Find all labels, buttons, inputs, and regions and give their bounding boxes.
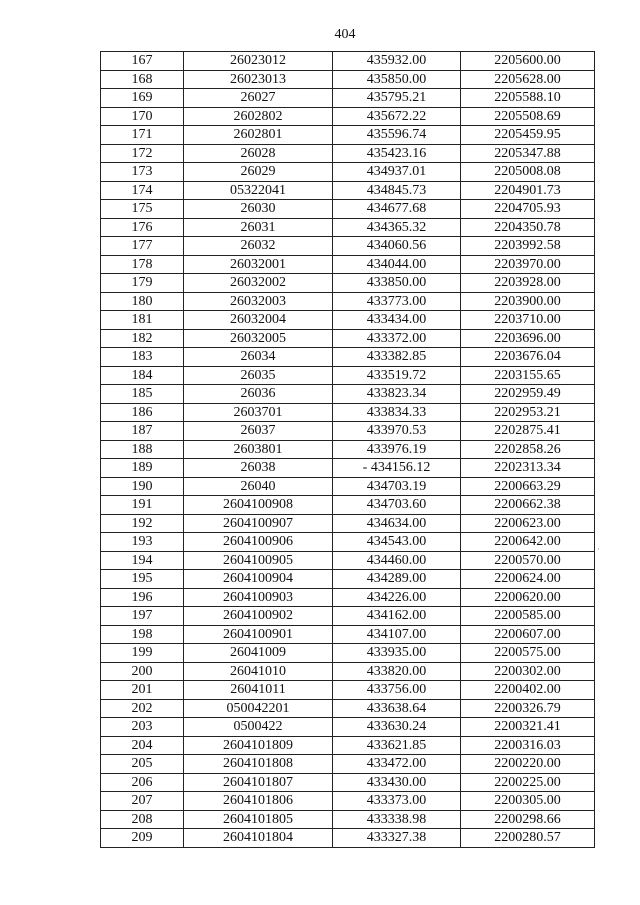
point-number-cell: 178	[101, 255, 184, 274]
point-number-cell: 205	[101, 755, 184, 774]
coordinates-table	[100, 51, 595, 848]
point-id-cell: 2604100904	[184, 570, 333, 589]
table-row	[101, 755, 595, 774]
table-row	[101, 237, 595, 256]
point-number-cell: 197	[101, 607, 184, 626]
point-id-cell: 2604100906	[184, 533, 333, 552]
y-coordinate-cell: 2205600.00	[461, 52, 595, 71]
table-row	[101, 718, 595, 737]
y-coordinate-cell: 2200316.03	[461, 736, 595, 755]
point-number-cell: 202	[101, 699, 184, 718]
table-row	[101, 89, 595, 108]
y-coordinate-cell: 2202959.49	[461, 385, 595, 404]
y-coordinate-cell: 2203155.65	[461, 366, 595, 385]
x-coordinate-cell: 435932.00	[333, 52, 461, 71]
table-row	[101, 107, 595, 126]
y-coordinate-cell: 2203992.58	[461, 237, 595, 256]
point-id-cell: 26023013	[184, 70, 333, 89]
table-row	[101, 459, 595, 478]
y-coordinate-cell: 2200620.00	[461, 588, 595, 607]
table-row	[101, 218, 595, 237]
point-id-cell: 26027	[184, 89, 333, 108]
point-id-cell: 2604100907	[184, 514, 333, 533]
y-coordinate-cell: 2200570.00	[461, 551, 595, 570]
x-coordinate-cell: 434845.73	[333, 181, 461, 200]
x-coordinate-cell: 434365.32	[333, 218, 461, 237]
table-row	[101, 440, 595, 459]
point-number-cell: 194	[101, 551, 184, 570]
x-coordinate-cell: 433970.53	[333, 422, 461, 441]
y-coordinate-cell: 2202875.41	[461, 422, 595, 441]
y-coordinate-cell: 2204350.78	[461, 218, 595, 237]
y-coordinate-cell: 2203928.00	[461, 274, 595, 293]
point-id-cell: 2604100901	[184, 625, 333, 644]
page-number: 404	[334, 27, 356, 42]
y-coordinate-cell: 2200607.00	[461, 625, 595, 644]
x-coordinate-cell: 433756.00	[333, 681, 461, 700]
y-coordinate-cell: 2203900.00	[461, 292, 595, 311]
x-coordinate-cell: 433430.00	[333, 773, 461, 792]
coordinates-table-body	[101, 52, 595, 848]
x-coordinate-cell: 435850.00	[333, 70, 461, 89]
point-id-cell: 26034	[184, 348, 333, 367]
table-row	[101, 625, 595, 644]
x-coordinate-cell: - 434156.12	[333, 459, 461, 478]
x-coordinate-cell: 434044.00	[333, 255, 461, 274]
point-number-cell: 185	[101, 385, 184, 404]
point-id-cell: 2603701	[184, 403, 333, 422]
x-coordinate-cell: 433327.38	[333, 829, 461, 848]
table-row	[101, 699, 595, 718]
table-row	[101, 736, 595, 755]
y-coordinate-cell: 2200305.00	[461, 792, 595, 811]
point-id-cell: 2604101807	[184, 773, 333, 792]
table-row	[101, 329, 595, 348]
x-coordinate-cell: 435423.16	[333, 144, 461, 163]
y-coordinate-cell: 2200624.00	[461, 570, 595, 589]
point-id-cell: 2602802	[184, 107, 333, 126]
point-id-cell: 26029	[184, 163, 333, 182]
x-coordinate-cell: 434634.00	[333, 514, 461, 533]
point-number-cell: 188	[101, 440, 184, 459]
x-coordinate-cell: 433834.33	[333, 403, 461, 422]
point-id-cell: 26041011	[184, 681, 333, 700]
point-number-cell: 191	[101, 496, 184, 515]
y-coordinate-cell: 2202313.34	[461, 459, 595, 478]
x-coordinate-cell: 433630.24	[333, 718, 461, 737]
point-number-cell: 195	[101, 570, 184, 589]
x-coordinate-cell: 434937.01	[333, 163, 461, 182]
y-coordinate-cell: 2203970.00	[461, 255, 595, 274]
point-id-cell: 2603801	[184, 440, 333, 459]
point-number-cell: 190	[101, 477, 184, 496]
point-id-cell: 2604101808	[184, 755, 333, 774]
point-number-cell: 168	[101, 70, 184, 89]
point-id-cell: 2604100902	[184, 607, 333, 626]
y-coordinate-cell: 2202858.26	[461, 440, 595, 459]
table-row	[101, 403, 595, 422]
table-row	[101, 829, 595, 848]
point-number-cell: 200	[101, 662, 184, 681]
x-coordinate-cell: 434677.68	[333, 200, 461, 219]
x-coordinate-cell: 433472.00	[333, 755, 461, 774]
table-row	[101, 588, 595, 607]
point-number-cell: 169	[101, 89, 184, 108]
point-number-cell: 176	[101, 218, 184, 237]
table-row	[101, 144, 595, 163]
x-coordinate-cell: 433434.00	[333, 311, 461, 330]
point-id-cell: 26037	[184, 422, 333, 441]
x-coordinate-cell: 433850.00	[333, 274, 461, 293]
y-coordinate-cell: 2205508.69	[461, 107, 595, 126]
table-row	[101, 792, 595, 811]
point-id-cell: 2604101805	[184, 810, 333, 829]
table-row	[101, 570, 595, 589]
x-coordinate-cell: 433621.85	[333, 736, 461, 755]
point-number-cell: 204	[101, 736, 184, 755]
point-id-cell: 26040	[184, 477, 333, 496]
table-row	[101, 533, 595, 552]
y-coordinate-cell: 2204705.93	[461, 200, 595, 219]
x-coordinate-cell: 434703.60	[333, 496, 461, 515]
scan-speck: ·	[597, 545, 600, 554]
x-coordinate-cell: 433638.64	[333, 699, 461, 718]
x-coordinate-cell: 435596.74	[333, 126, 461, 145]
point-number-cell: 171	[101, 126, 184, 145]
table-row	[101, 255, 595, 274]
table-row	[101, 385, 595, 404]
table-row	[101, 810, 595, 829]
x-coordinate-cell: 434226.00	[333, 588, 461, 607]
x-coordinate-cell: 434460.00	[333, 551, 461, 570]
table-row	[101, 200, 595, 219]
y-coordinate-cell: 2200302.00	[461, 662, 595, 681]
table-row	[101, 514, 595, 533]
y-coordinate-cell: 2200642.00	[461, 533, 595, 552]
point-number-cell: 206	[101, 773, 184, 792]
y-coordinate-cell: 2205588.10	[461, 89, 595, 108]
point-number-cell: 199	[101, 644, 184, 663]
point-id-cell: 2604100903	[184, 588, 333, 607]
y-coordinate-cell: 2200623.00	[461, 514, 595, 533]
y-coordinate-cell: 2203676.04	[461, 348, 595, 367]
point-id-cell: 26041009	[184, 644, 333, 663]
point-id-cell: 2602801	[184, 126, 333, 145]
point-id-cell: 26030	[184, 200, 333, 219]
point-id-cell: 2604101809	[184, 736, 333, 755]
y-coordinate-cell: 2200575.00	[461, 644, 595, 663]
y-coordinate-cell: 2203710.00	[461, 311, 595, 330]
x-coordinate-cell: 433820.00	[333, 662, 461, 681]
point-id-cell: 2604100908	[184, 496, 333, 515]
y-coordinate-cell: 2200402.00	[461, 681, 595, 700]
x-coordinate-cell: 433338.98	[333, 810, 461, 829]
x-coordinate-cell: 433773.00	[333, 292, 461, 311]
point-id-cell: 0500422	[184, 718, 333, 737]
table-row	[101, 681, 595, 700]
point-number-cell: 175	[101, 200, 184, 219]
x-coordinate-cell: 434162.00	[333, 607, 461, 626]
point-id-cell: 2604101804	[184, 829, 333, 848]
point-number-cell: 208	[101, 810, 184, 829]
table-row	[101, 52, 595, 71]
x-coordinate-cell: 433976.19	[333, 440, 461, 459]
y-coordinate-cell: 2200298.66	[461, 810, 595, 829]
point-id-cell: 050042201	[184, 699, 333, 718]
y-coordinate-cell: 2203696.00	[461, 329, 595, 348]
x-coordinate-cell: 433519.72	[333, 366, 461, 385]
y-coordinate-cell: 2200585.00	[461, 607, 595, 626]
table-row	[101, 496, 595, 515]
point-id-cell: 26032002	[184, 274, 333, 293]
point-id-cell: 26028	[184, 144, 333, 163]
point-number-cell: 203	[101, 718, 184, 737]
y-coordinate-cell: 2205628.00	[461, 70, 595, 89]
point-number-cell: 189	[101, 459, 184, 478]
y-coordinate-cell: 2205459.95	[461, 126, 595, 145]
point-number-cell: 184	[101, 366, 184, 385]
point-number-cell: 196	[101, 588, 184, 607]
point-number-cell: 192	[101, 514, 184, 533]
table-row	[101, 126, 595, 145]
x-coordinate-cell: 434543.00	[333, 533, 461, 552]
point-number-cell: 170	[101, 107, 184, 126]
point-number-cell: 172	[101, 144, 184, 163]
point-number-cell: 193	[101, 533, 184, 552]
table-row	[101, 366, 595, 385]
y-coordinate-cell: 2200663.29	[461, 477, 595, 496]
table-row	[101, 70, 595, 89]
y-coordinate-cell: 2200225.00	[461, 773, 595, 792]
point-number-cell: 181	[101, 311, 184, 330]
x-coordinate-cell: 433372.00	[333, 329, 461, 348]
y-coordinate-cell: 2200321.41	[461, 718, 595, 737]
point-number-cell: 198	[101, 625, 184, 644]
x-coordinate-cell: 433382.85	[333, 348, 461, 367]
point-number-cell: 183	[101, 348, 184, 367]
point-number-cell: 187	[101, 422, 184, 441]
x-coordinate-cell: 435795.21	[333, 89, 461, 108]
point-number-cell: 167	[101, 52, 184, 71]
point-id-cell: 26031	[184, 218, 333, 237]
y-coordinate-cell: 2205008.08	[461, 163, 595, 182]
x-coordinate-cell: 433935.00	[333, 644, 461, 663]
point-number-cell: 177	[101, 237, 184, 256]
table-row	[101, 607, 595, 626]
point-id-cell: 26032004	[184, 311, 333, 330]
point-number-cell: 180	[101, 292, 184, 311]
y-coordinate-cell: 2204901.73	[461, 181, 595, 200]
point-number-cell: 179	[101, 274, 184, 293]
x-coordinate-cell: 434703.19	[333, 477, 461, 496]
point-id-cell: 26032001	[184, 255, 333, 274]
point-number-cell: 182	[101, 329, 184, 348]
y-coordinate-cell: 2200326.79	[461, 699, 595, 718]
table-row	[101, 477, 595, 496]
point-id-cell: 26032005	[184, 329, 333, 348]
point-id-cell: 26032	[184, 237, 333, 256]
table-row	[101, 163, 595, 182]
table-row	[101, 662, 595, 681]
point-number-cell: 207	[101, 792, 184, 811]
point-id-cell: 2604101806	[184, 792, 333, 811]
table-row	[101, 348, 595, 367]
table-row	[101, 422, 595, 441]
point-id-cell: 26038	[184, 459, 333, 478]
y-coordinate-cell: 2202953.21	[461, 403, 595, 422]
table-row	[101, 292, 595, 311]
table-row	[101, 311, 595, 330]
x-coordinate-cell: 434107.00	[333, 625, 461, 644]
point-id-cell: 26035	[184, 366, 333, 385]
table-row	[101, 181, 595, 200]
point-number-cell: 174	[101, 181, 184, 200]
point-id-cell: 26032003	[184, 292, 333, 311]
point-id-cell: 05322041	[184, 181, 333, 200]
table-row	[101, 773, 595, 792]
point-number-cell: 186	[101, 403, 184, 422]
point-number-cell: 209	[101, 829, 184, 848]
table-row	[101, 644, 595, 663]
point-number-cell: 173	[101, 163, 184, 182]
point-id-cell: 26023012	[184, 52, 333, 71]
point-id-cell: 26041010	[184, 662, 333, 681]
x-coordinate-cell: 434289.00	[333, 570, 461, 589]
x-coordinate-cell: 434060.56	[333, 237, 461, 256]
y-coordinate-cell: 2200662.38	[461, 496, 595, 515]
table-row	[101, 551, 595, 570]
x-coordinate-cell: 433823.34	[333, 385, 461, 404]
y-coordinate-cell: 2200220.00	[461, 755, 595, 774]
y-coordinate-cell: 2200280.57	[461, 829, 595, 848]
x-coordinate-cell: 435672.22	[333, 107, 461, 126]
point-id-cell: 2604100905	[184, 551, 333, 570]
point-number-cell: 201	[101, 681, 184, 700]
y-coordinate-cell: 2205347.88	[461, 144, 595, 163]
point-id-cell: 26036	[184, 385, 333, 404]
x-coordinate-cell: 433373.00	[333, 792, 461, 811]
table-row	[101, 274, 595, 293]
